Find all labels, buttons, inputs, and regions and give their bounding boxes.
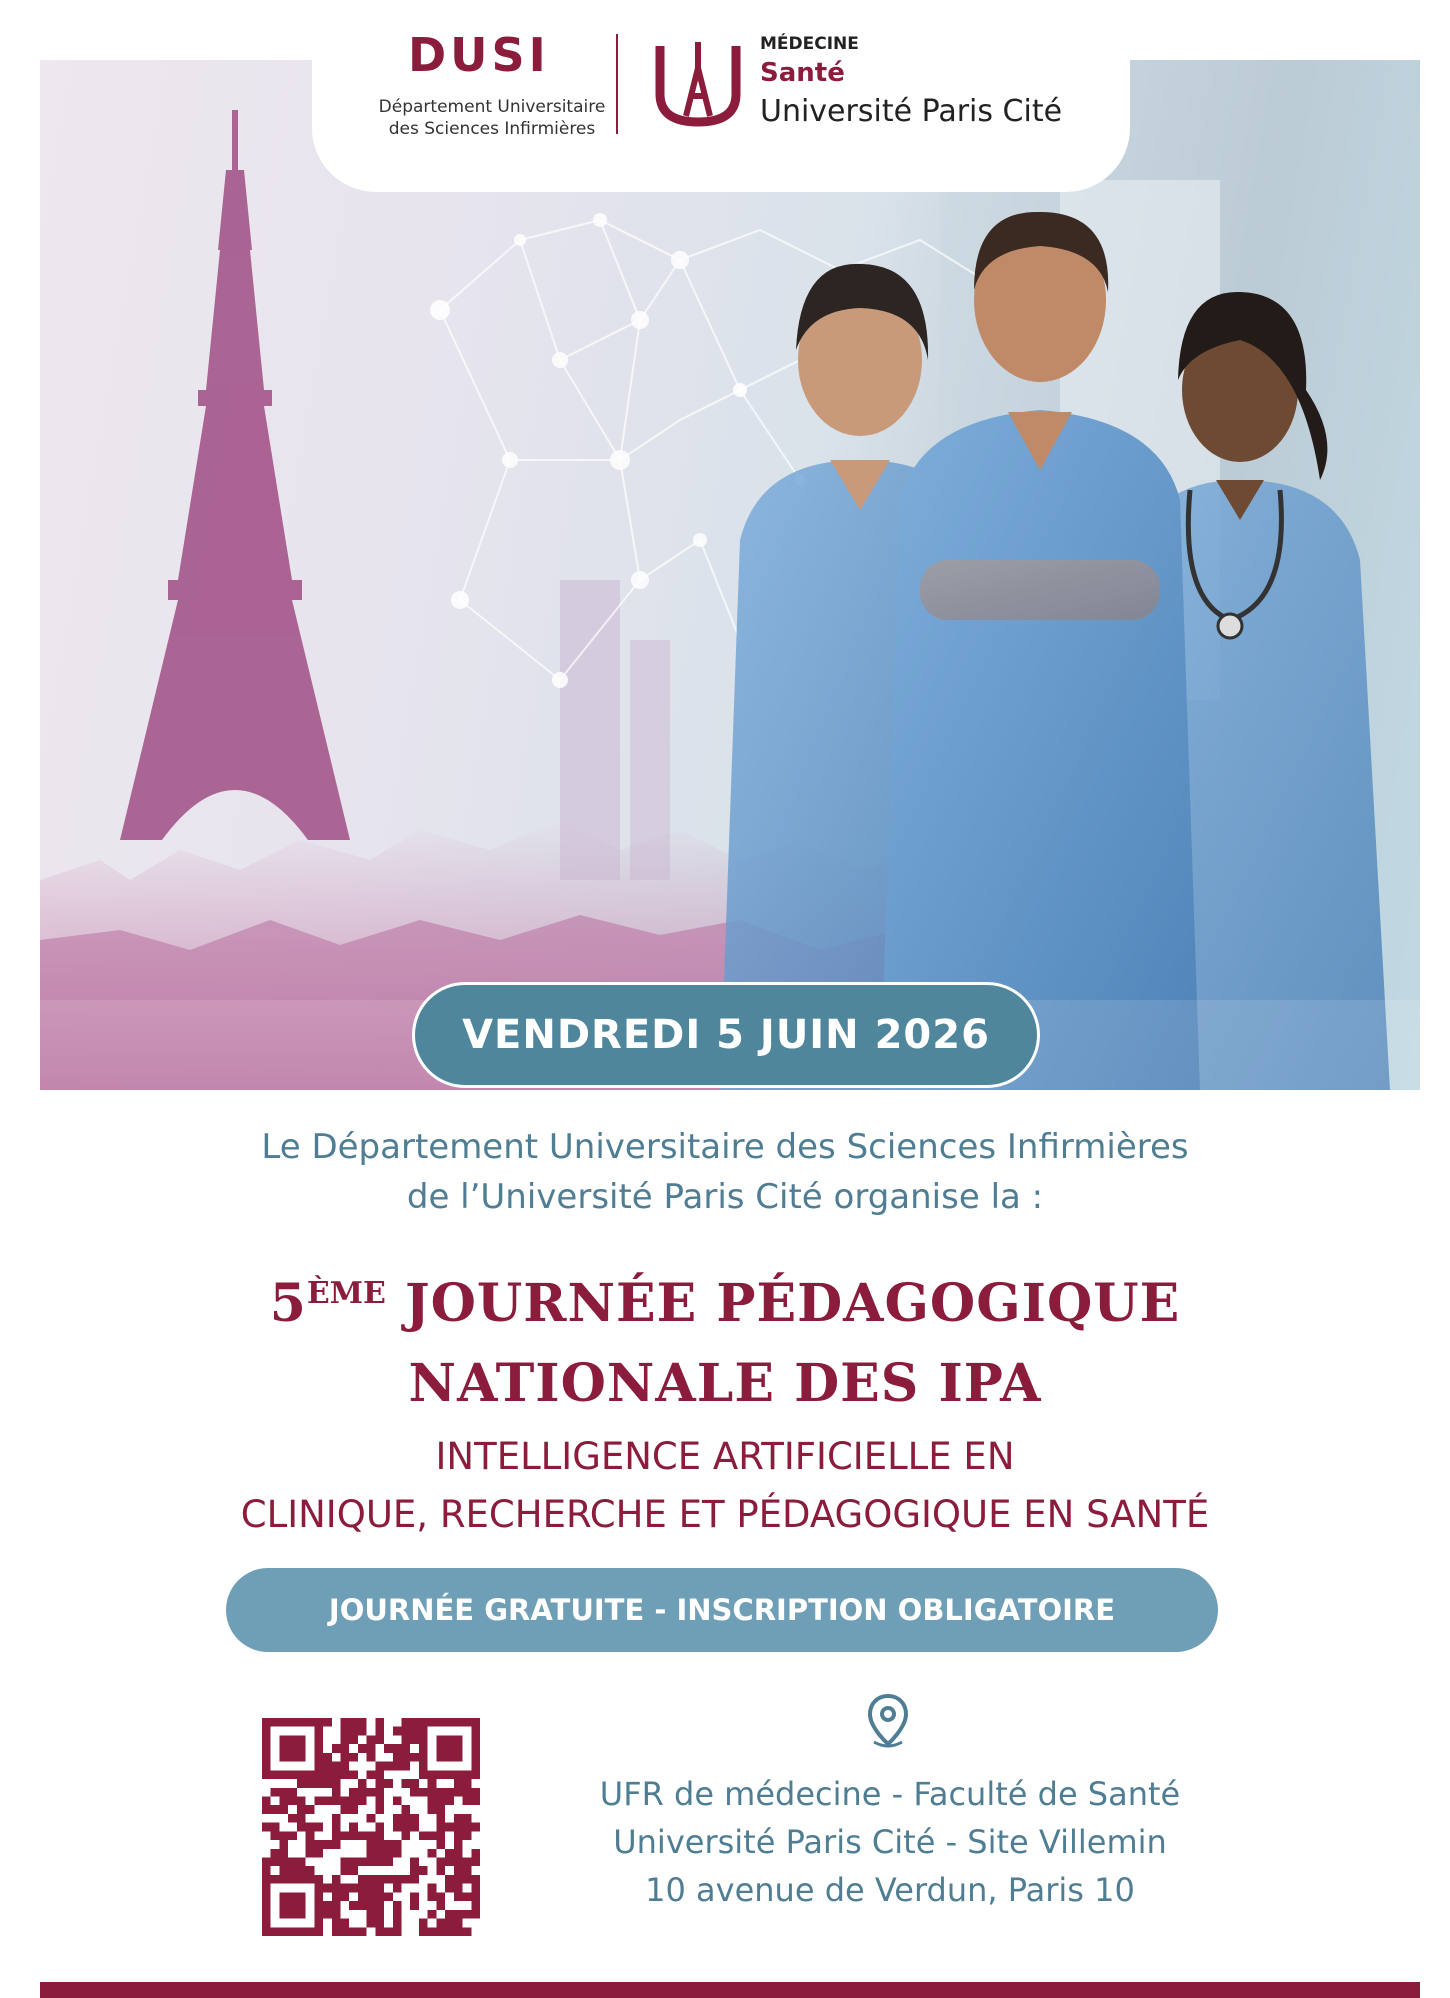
qr-code[interactable] bbox=[262, 1718, 480, 1936]
faculty-line-medecine: MÉDECINE bbox=[760, 34, 859, 54]
subtitle-line-1: INTELLIGENCE ARTIFICIELLE EN bbox=[435, 1435, 1015, 1478]
title-line-1 bbox=[60, 1254, 1390, 1344]
faculty-line-university: Université Paris Cité bbox=[760, 94, 1063, 129]
event-subtitle bbox=[60, 1428, 1390, 1544]
header-logo-card bbox=[312, 0, 1130, 192]
intro-line-2: de l’Université Paris Cité organise la : bbox=[406, 1177, 1044, 1217]
location-pin-icon bbox=[864, 1692, 912, 1750]
edition-number: 5 bbox=[269, 1273, 307, 1334]
hero-illustration bbox=[40, 60, 1420, 1090]
registration-badge: JOURNÉE GRATUITE - INSCRIPTION OBLIGATOIRE bbox=[226, 1568, 1218, 1652]
address-line-2: Université Paris Cité - Site Villemin bbox=[613, 1823, 1167, 1861]
address-line-3: 10 avenue de Verdun, Paris 10 bbox=[645, 1871, 1135, 1909]
eiffel-tower-icon bbox=[120, 110, 350, 840]
dusi-subtitle: Département Universitaire des Sciences Infirmières bbox=[378, 97, 606, 139]
address-line-1: UFR de médecine - Faculté de Santé bbox=[599, 1775, 1181, 1813]
intro-text bbox=[100, 1122, 1350, 1222]
title-line-2: NATIONALE DES IPA bbox=[408, 1353, 1042, 1414]
event-title bbox=[60, 1254, 1390, 1424]
dusi-logo-text: DUSI bbox=[408, 28, 550, 82]
event-address bbox=[500, 1770, 1280, 1914]
event-date-badge: VENDREDI 5 JUIN 2026 bbox=[412, 982, 1040, 1088]
intro-line-1: Le Département Universitaire des Sciences Infirmières bbox=[261, 1127, 1189, 1167]
university-logo-icon bbox=[652, 38, 744, 130]
title-text-1: JOURNÉE PÉDAGOGIQUE bbox=[404, 1273, 1181, 1334]
edition-suffix: ÈME bbox=[306, 1276, 386, 1311]
faculty-line-sante: Santé bbox=[760, 58, 845, 88]
footer-bar bbox=[40, 1982, 1420, 1998]
subtitle-line-2: CLINIQUE, RECHERCHE ET PÉDAGOGIQUE EN SANTÉ bbox=[240, 1493, 1210, 1536]
hero-image bbox=[40, 60, 1420, 1090]
logo-divider bbox=[616, 34, 618, 134]
